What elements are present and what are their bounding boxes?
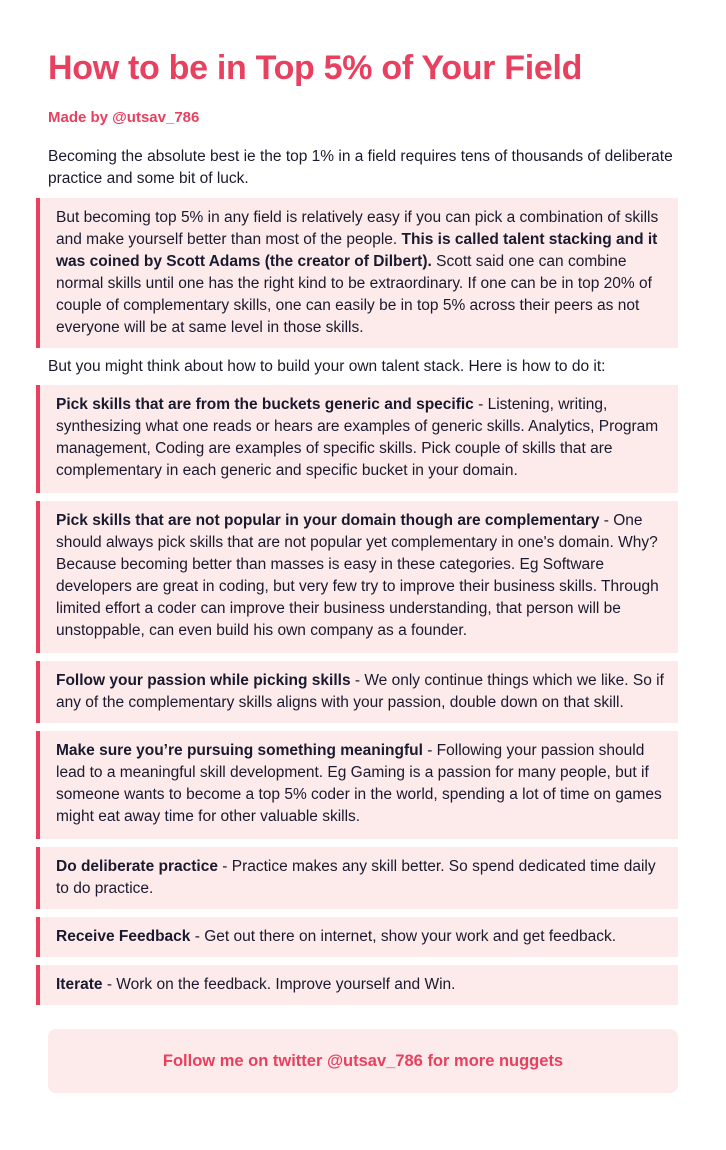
step-text: - Work on the feedback. Improve yourself and Win. xyxy=(102,976,456,993)
step-text: - Following your passion should lead to a meaningful skill development. Eg Gaming is a passion for many people, but if someone wants to become a top 5% coder in the world, spending a lot of time on games might eat away time for other valuable skills. xyxy=(56,742,662,825)
step-item xyxy=(36,661,678,723)
step-heading: Follow your passion while picking skills xyxy=(56,672,351,689)
talent-stack-rest: Scott said one can combine normal skills until one has the right kind to be extraordinary. If one can be in top 20% of couple of complementary skills, one can easily be in top 5% across their peers as not everyone will be at same level in those skills. xyxy=(56,253,652,336)
step-heading: Pick skills that are from the buckets generic and specific xyxy=(56,396,474,413)
intro-paragraph: Becoming the absolute best ie the top 1% in a field requires tens of thousands of deliberate practice and some bit of luck. xyxy=(48,148,673,187)
step-text: - Get out there on internet, show your work and get feedback. xyxy=(190,928,617,945)
step-item xyxy=(36,385,678,493)
author-byline: Made by @utsav_786 xyxy=(48,109,200,126)
step-heading: Make sure you’re pursuing something meaningful xyxy=(56,742,423,759)
transition-paragraph: But you might think about how to build your own talent stack. Here is how to do it: xyxy=(48,358,606,375)
step-item xyxy=(36,731,678,839)
step-heading: Pick skills that are not popular in your domain though are complementary xyxy=(56,512,600,529)
step-item xyxy=(36,501,678,653)
step-heading: Iterate xyxy=(56,976,103,993)
talent-stack-text xyxy=(56,207,666,339)
steps-list xyxy=(48,385,678,1005)
step-item xyxy=(36,847,678,909)
page-title: How to be in Top 5% of Your Field xyxy=(48,49,583,87)
talent-stack-highlight: This is called talent stacking and it was coined by Scott Adams (the creator of Dilbert). xyxy=(56,231,658,270)
step-heading: Receive Feedback xyxy=(56,928,191,945)
step-text: - We only continue things which we like. So if any of the complementary skills aligns with your passion, double down on that skill. xyxy=(56,672,664,711)
step-heading: Do deliberate practice xyxy=(56,858,218,875)
talent-stack-lead: But becoming top 5% in any field is relatively easy if you can pick a combination of skills and make yourself better than most of the people. xyxy=(56,209,659,248)
follow-cta-banner[interactable]: Follow me on twitter @utsav_786 for more nuggets xyxy=(48,1029,678,1093)
step-text: - Practice makes any skill better. So spend dedicated time daily to do practice. xyxy=(56,858,656,897)
step-text: - One should always pick skills that are not popular yet complementary in one's domain. Why? Because becoming better than masses is easy in these categories. Eg Software developers are great in coding, but very few try to improve their business skills. Through limited effort a coder can improve their business understanding, that person will be unstoppable, can even build his own company as a founder. xyxy=(56,512,659,639)
step-text: - Listening, writing, synthesizing what one reads or hears are examples of generic skills. Analytics, Program management, Coding are examples of specific skills. Pick couple of skills that are complementary in each generic and specific bucket in your domain. xyxy=(56,396,659,479)
talent-stack-callout xyxy=(36,198,678,348)
step-item xyxy=(36,965,678,1005)
step-item xyxy=(36,917,678,957)
